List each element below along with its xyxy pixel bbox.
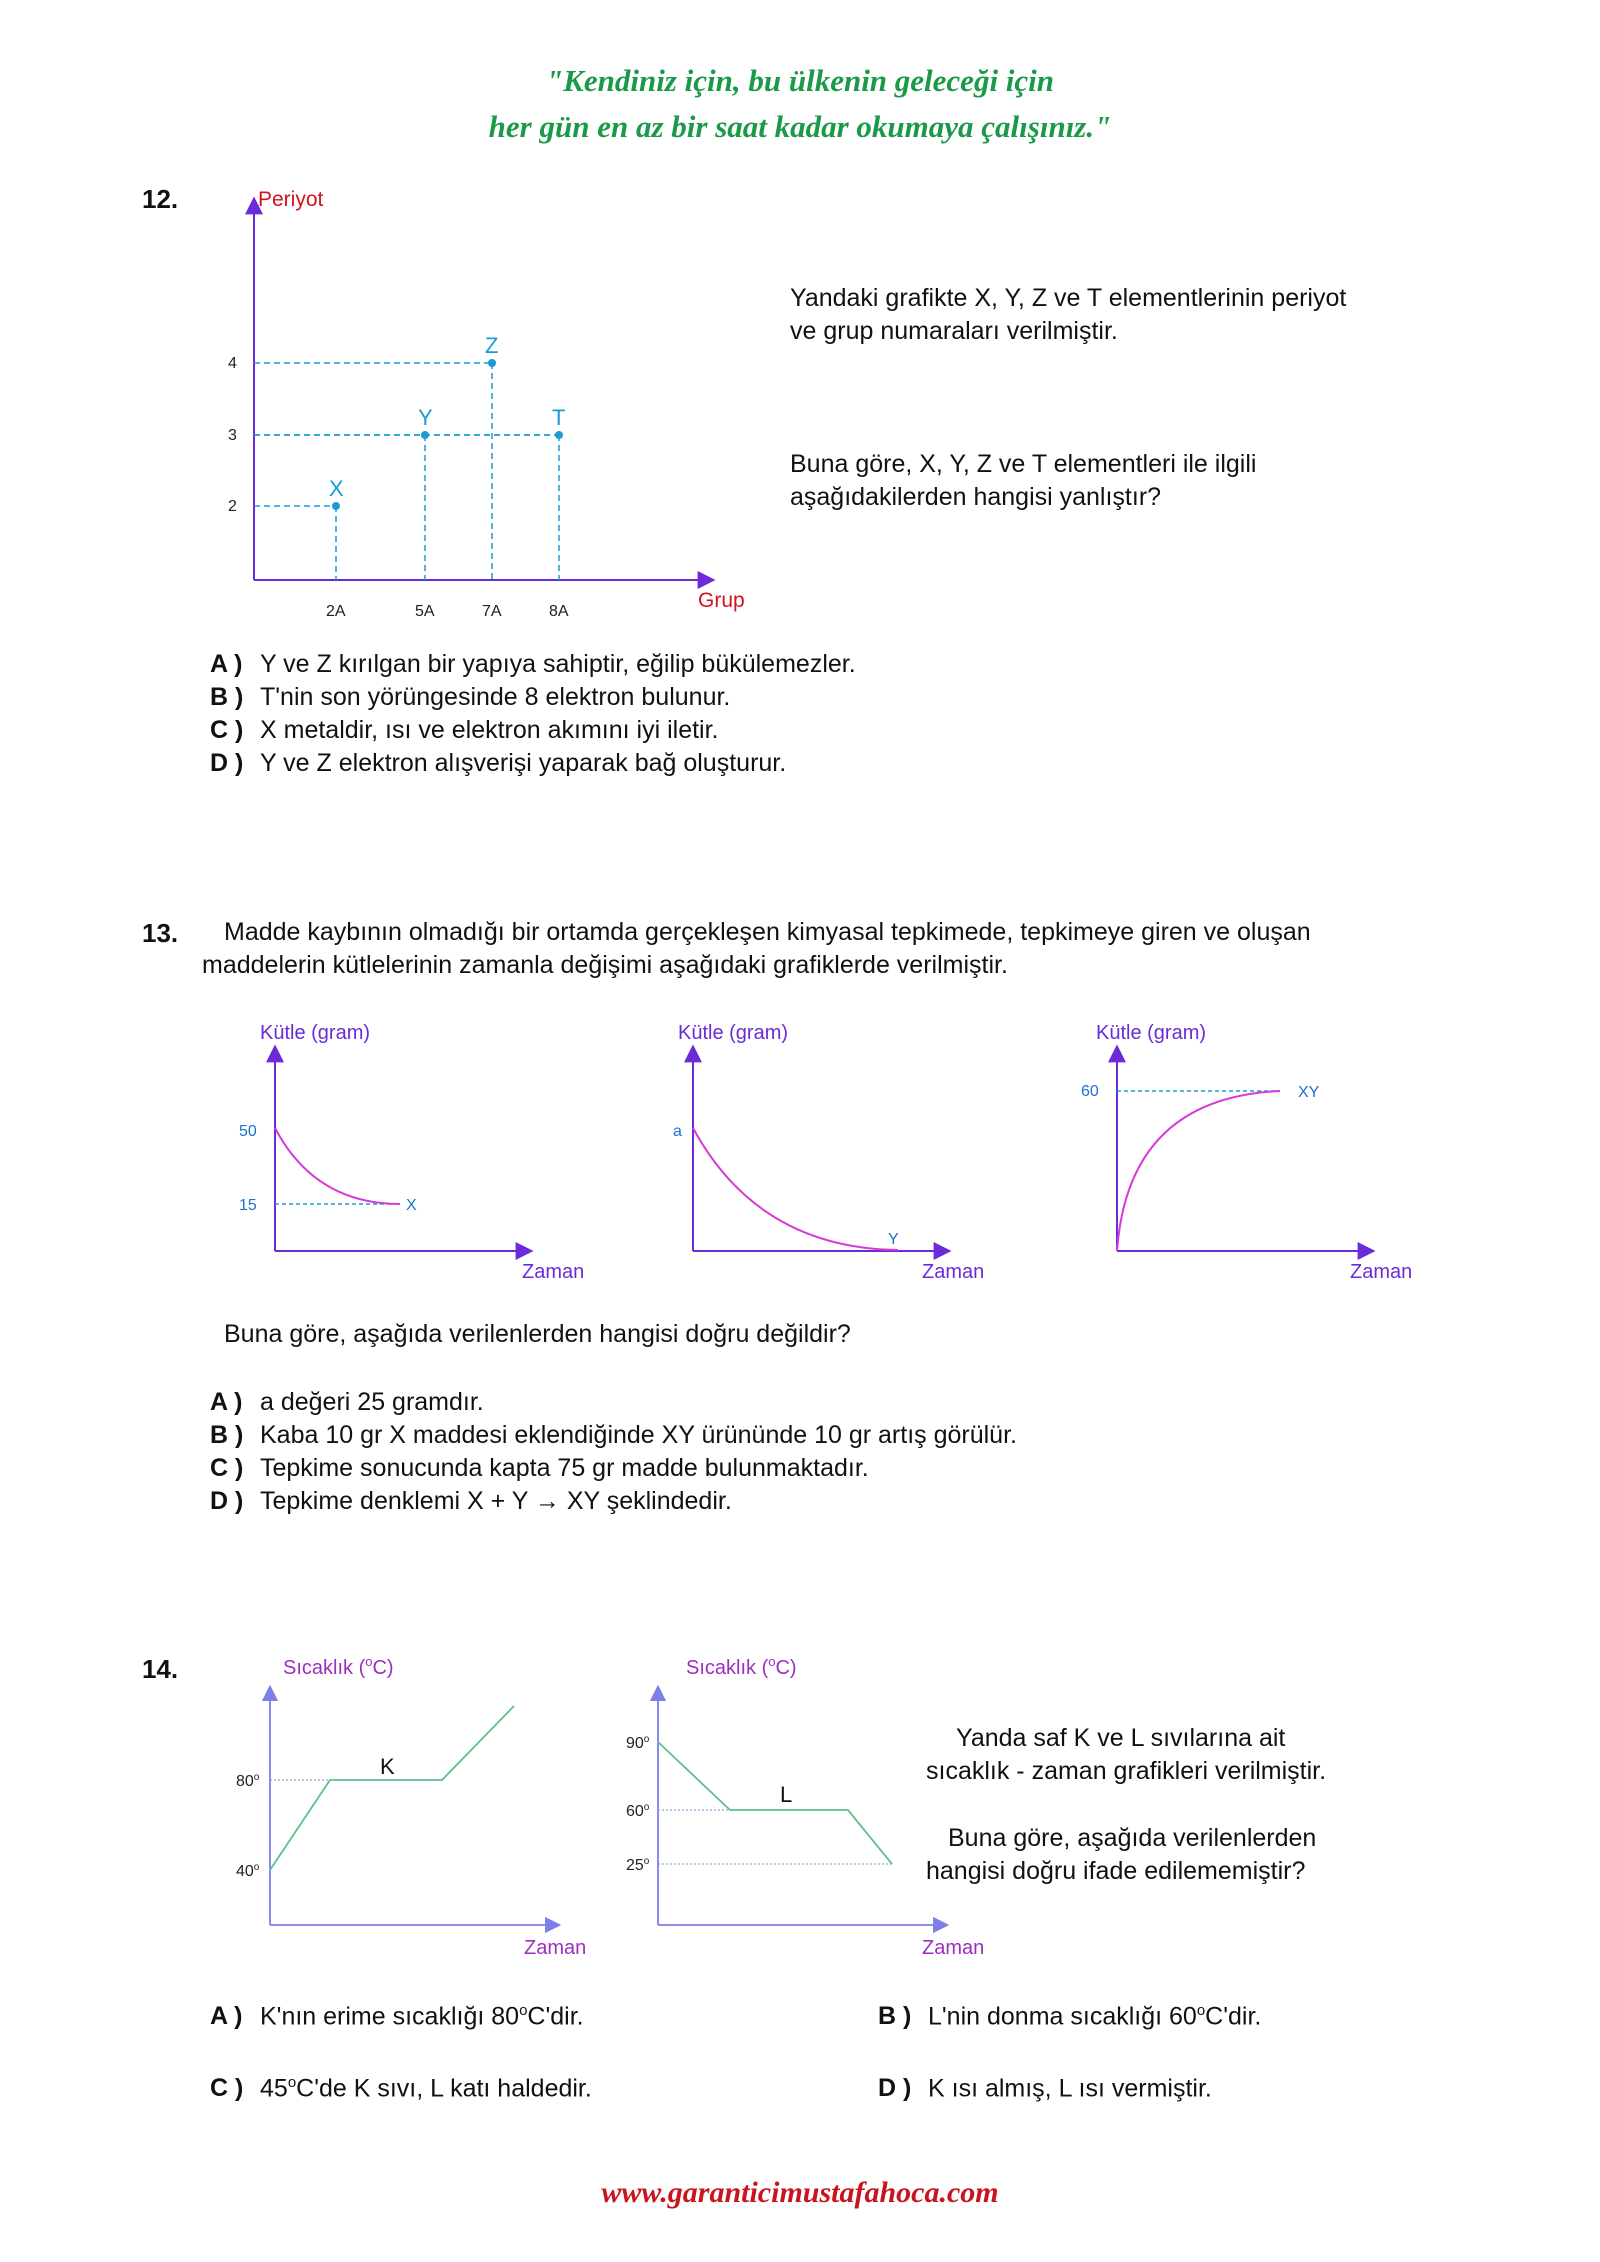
chart12-label-T: T [552, 405, 566, 430]
chart14l-tick-90: 90$^o$ [626, 1734, 650, 1752]
chart14k-tick-40: 40$^o$ [236, 1862, 260, 1880]
chart12-point-T [555, 431, 563, 439]
q12-intro: Yandaki grafikte X, Y, Z ve T elementlerinin periyot ve grup numaraları verilmiştir. [790, 284, 1347, 345]
q13-question: Buna göre, aşağıda verilenlerden hangisi doğru değildir? [224, 1320, 851, 1348]
chart-kutle-y [648, 1018, 1028, 1288]
chart13b-tick-a: a [673, 1123, 682, 1140]
q12-option-c[interactable]: C ) X metaldir, ısı ve elektron akımını iyi iletir. [210, 716, 719, 744]
q14-text-line-2: sıcaklık - zaman grafikleri verilmiştir. [926, 1757, 1327, 1785]
chart14l-tick-60: 60$^o$ [626, 1802, 650, 1820]
q13-text-line-1: Madde kaybının olmadığı bir ortamda gerçekleşen kimyasal tepkimede, tepkimeye giren ve oluşan [224, 918, 1311, 946]
chart12-ytick-4: 4 [228, 355, 237, 372]
chart13b-y-label: Kütle (gram) [678, 1022, 789, 1044]
chart12-ytick-2: 2 [228, 498, 237, 515]
chart-kutle-x [230, 1018, 610, 1288]
q13-option-b[interactable]: B ) Kaba 10 gr X maddesi eklendiğinde XY ürününde 10 gr artış görülür. [210, 1421, 1017, 1449]
chart13a-tick-50: 50 [239, 1123, 257, 1140]
chart13b-x-label: Zaman [922, 1261, 985, 1283]
q13-text-line-2: maddelerin kütlelerinin zamanla değişimi aşağıdaki grafiklerde verilmiştir. [202, 951, 1008, 979]
chart14l-series-label: L [780, 1782, 793, 1807]
q14-text-line-3: Buna göre, aşağıda verilenlerden [948, 1824, 1317, 1852]
chart14l-x-label: Zaman [922, 1937, 985, 1959]
chart14l-y-label: Sıcaklık ($^o$C) [686, 1654, 797, 1679]
question-12-number: 12. [142, 184, 179, 214]
chart12-y-label: Periyot [258, 188, 324, 211]
chart12-xtick-5A: 5A [415, 603, 435, 620]
q14-option-b[interactable]: B ) L'nin donma sıcaklığı 60$^o$C'dir. [878, 2002, 1262, 2031]
chart14k-x-label: Zaman [524, 1937, 587, 1959]
q12-option-d[interactable]: D ) Y ve Z elektron alışverişi yaparak bağ oluşturur. [210, 749, 787, 777]
chart-sicaklik-l [614, 1650, 1014, 1960]
q12-question: Buna göre, X, Y, Z ve T elementleri ile ilgili aşağıdakilerden hangisi yanlıştır? [790, 450, 1257, 511]
chart12-label-Y: Y [418, 405, 433, 430]
chart12-xtick-2A: 2A [326, 603, 346, 620]
chart12-label-Z: Z [485, 333, 499, 358]
q14-option-d[interactable]: D ) K ısı almış, L ısı vermiştir. [878, 2074, 1212, 2103]
chart14k-tick-80: 80$^o$ [236, 1772, 260, 1790]
chart14k-series-label: K [380, 1754, 395, 1779]
chart-kutle-xy [1066, 1018, 1446, 1288]
chart14k-line-k [270, 1706, 514, 1870]
q13-option-c[interactable]: C ) Tepkime sonucunda kapta 75 gr madde bulunmaktadır. [210, 1454, 869, 1482]
quote-line-1: "Kendiniz için, bu ülkenin geleceği için [545, 63, 1055, 98]
q14-option-c[interactable]: C ) 45$^o$C'de K sıvı, L katı haldedir. [210, 2074, 592, 2103]
chart-sicaklik-k [228, 1650, 628, 1960]
chart13a-series-label: X [406, 1197, 417, 1214]
chart-periyot-grup [200, 180, 760, 620]
chart13c-series-label: XY [1298, 1084, 1320, 1101]
q12-option-a[interactable]: A ) Y ve Z kırılgan bir yapıya sahiptir, eğilip bükülemezler. [210, 650, 856, 678]
question-14-number: 14. [142, 1654, 179, 1684]
chart13c-curve-xy [1117, 1091, 1280, 1251]
q13-option-d[interactable]: D ) Tepkime denklemi X + Y → XY şeklindedir. [210, 1487, 732, 1515]
chart13a-curve-x [275, 1128, 400, 1204]
chart13c-y-label: Kütle (gram) [1096, 1022, 1207, 1044]
q14-text-line-1: Yanda saf K ve L sıvılarına ait [956, 1724, 1286, 1752]
chart13b-series-label: Y [888, 1231, 899, 1248]
q14-option-a[interactable]: A ) K'nın erime sıcaklığı 80$^o$C'dir. [210, 2002, 584, 2031]
quote-line-2: her gün en az bir saat kadar okumaya çalışınız." [488, 109, 1112, 144]
chart12-xtick-8A: 8A [549, 603, 569, 620]
chart14k-y-label: Sıcaklık ($^o$C) [283, 1654, 394, 1679]
chart12-point-X [332, 502, 340, 510]
question-13-number: 13. [142, 918, 179, 948]
chart12-xtick-7A: 7A [482, 603, 502, 620]
q14-text-line-4: hangisi doğru ifade edilememiştir? [926, 1857, 1306, 1885]
chart13c-tick-60: 60 [1081, 1083, 1099, 1100]
header-quote [0, 58, 1600, 150]
chart12-x-label: Grup [698, 589, 745, 612]
footer-website[interactable]: www.garanticimustafahoca.com [601, 2176, 999, 2209]
chart12-point-Z [488, 359, 496, 367]
chart13c-x-label: Zaman [1350, 1261, 1413, 1283]
q13-option-a[interactable]: A ) a değeri 25 gramdır. [210, 1388, 484, 1416]
chart13b-curve-y [693, 1128, 898, 1250]
chart13a-x-label: Zaman [522, 1261, 585, 1283]
chart14l-tick-25: 25$^o$ [626, 1856, 650, 1874]
chart13a-y-label: Kütle (gram) [260, 1022, 371, 1044]
chart12-ytick-3: 3 [228, 427, 237, 444]
q12-option-b[interactable]: B ) T'nin son yörüngesinde 8 elektron bulunur. [210, 683, 731, 711]
chart12-label-X: X [329, 476, 344, 501]
chart12-point-Y [421, 431, 429, 439]
chart14l-line-l [658, 1742, 892, 1864]
chart13a-tick-15: 15 [239, 1197, 257, 1214]
